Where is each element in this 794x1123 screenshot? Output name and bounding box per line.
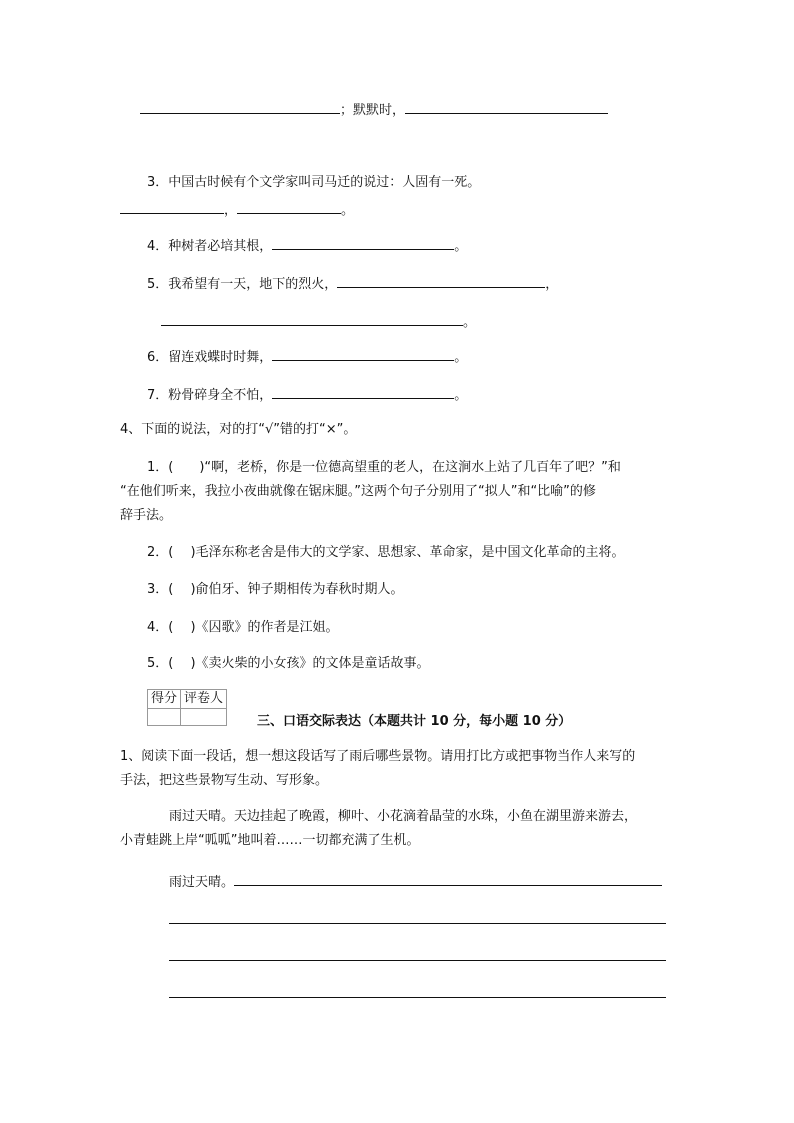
answer-blank[interactable] (237, 200, 341, 214)
fill-text: ；默默时， (340, 103, 406, 118)
item-5-question (147, 274, 558, 292)
answer-blank[interactable] (272, 236, 454, 250)
tf-question-1-line1: 1．( )“啊，老桥，你是一位德高望重的老人，在这涧水上站了几百年了吧？”和 (147, 460, 621, 475)
score-cell[interactable] (148, 709, 181, 726)
item-7-text: 7．粉骨碎身全不怕， (147, 388, 273, 403)
section-title: 三、口语交际表达（本题共计 10 分，每小题 10 分） (257, 714, 572, 729)
answer-prefix-row (169, 872, 662, 890)
item-4-question (147, 236, 467, 254)
comma-text: ， (545, 277, 559, 292)
answer-blank[interactable] (234, 872, 662, 886)
answer-prefix: 雨过天晴。 (169, 875, 235, 890)
answer-blank[interactable] (272, 385, 454, 399)
period-text: 。 (463, 315, 477, 330)
score-label: 得分 (148, 690, 181, 709)
item-4-text: 4．种树者必培其根， (147, 239, 273, 254)
item-5-text: 5．我希望有一天，地下的烈火， (147, 277, 338, 292)
grader-label: 评卷人 (181, 690, 227, 709)
part4-heading: 4、下面的说法，对的打“√”错的打“×”。 (120, 422, 357, 437)
tf-question-1-line2: “在他们听来，我拉小夜曲就像在锯床腿。”这两个句子分别用了“拟人”和“比喻”的修 (120, 484, 596, 499)
item-3-answer-line (120, 200, 354, 218)
tf-question-4: 4．( )《囚歌》的作者是江姐。 (147, 620, 339, 635)
answer-line[interactable] (169, 960, 666, 961)
answer-blank[interactable] (140, 100, 340, 114)
tf-question-1-line3: 辞手法。 (120, 508, 173, 523)
answer-blank[interactable] (272, 347, 454, 361)
answer-blank[interactable] (405, 100, 608, 114)
item-5-answer-line (161, 312, 476, 330)
item-7-question (147, 385, 467, 403)
period-text: 。 (454, 388, 468, 403)
period-text: 。 (454, 239, 468, 254)
tf-question-5: 5．( )《卖火柴的小女孩》的文体是童话故事。 (147, 656, 430, 671)
score-box (147, 689, 227, 726)
answer-blank[interactable] (120, 200, 224, 214)
item-3-text: 3．中国古时候有个文学家叫司马迁的说过：人固有一死。 (147, 175, 481, 190)
tf-question-2: 2．( )毛泽东称老舍是伟大的文学家、思想家、革命家，是中国文化革命的主将。 (147, 545, 625, 560)
period-text: 。 (454, 350, 468, 365)
passage-line-1: 雨过天晴。天边挂起了晚霞，柳叶、小花滴着晶莹的水珠，小鱼在湖里游来游去， (169, 809, 638, 824)
item-6-question (147, 347, 467, 365)
answer-blank[interactable] (337, 274, 545, 288)
passage-line-2: 小青蛙跳上岸“呱呱”地叫着……一切都充满了生机。 (120, 833, 420, 848)
answer-line[interactable] (169, 997, 666, 998)
period-text: 。 (341, 203, 355, 218)
oral-question-1-line1: 1、阅读下面一段话，想一想这段话写了雨后哪些景物。请用打比方或把事物当作人来写的 (120, 749, 636, 764)
answer-line[interactable] (169, 923, 666, 924)
fill-line-top (140, 100, 608, 118)
oral-question-1-line2: 手法，把这些景物写生动、写形象。 (120, 773, 329, 788)
comma-text: ， (224, 203, 238, 218)
item-6-text: 6．留连戏蝶时时舞， (147, 350, 273, 365)
answer-blank[interactable] (161, 312, 463, 326)
item-3-question (147, 174, 480, 192)
grader-cell[interactable] (181, 709, 227, 726)
tf-question-3: 3．( )俞伯牙、钟子期相传为春秋时期人。 (147, 582, 404, 597)
